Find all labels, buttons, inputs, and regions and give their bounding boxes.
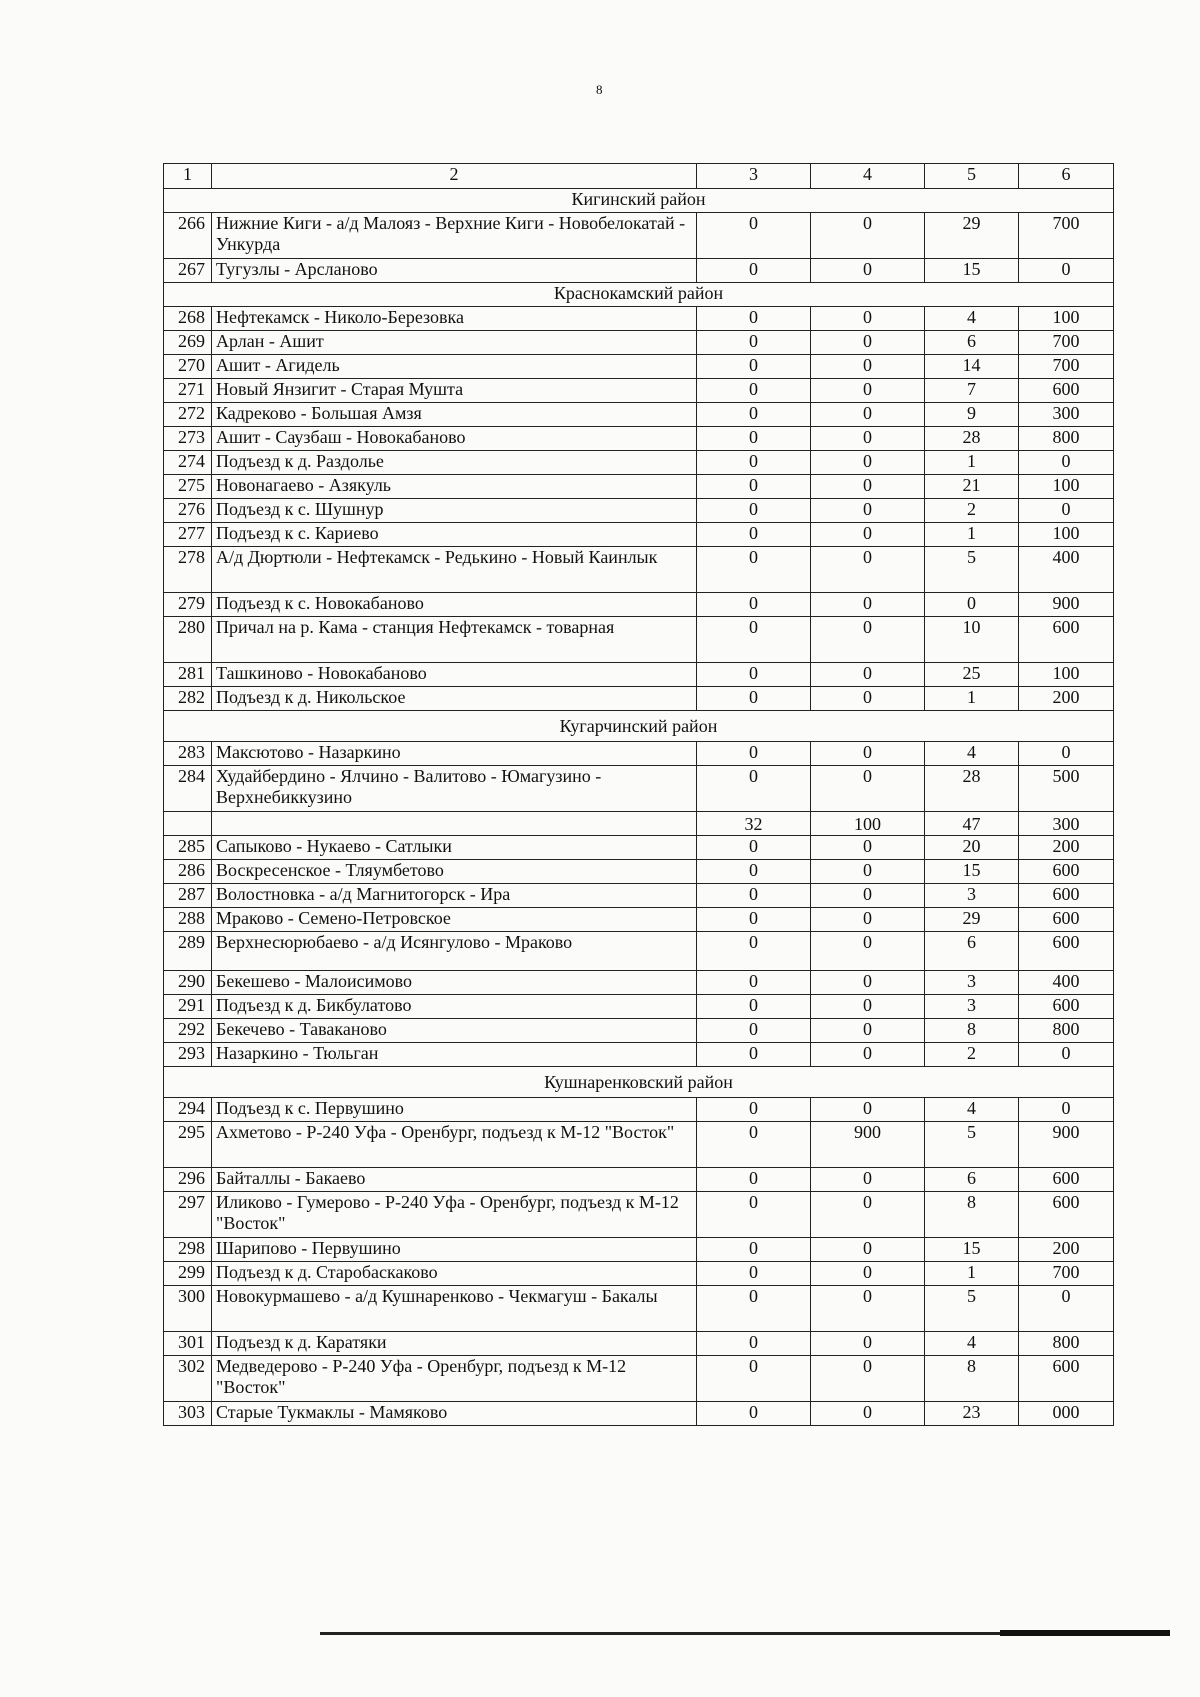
row-number: 281 bbox=[164, 663, 212, 687]
column-header: 3 bbox=[697, 164, 811, 189]
road-name: Мраково - Семено-Петровское bbox=[212, 908, 697, 932]
cell-c3: 0 bbox=[697, 766, 811, 812]
cell-c3: 0 bbox=[697, 259, 811, 283]
table-row bbox=[164, 259, 1114, 283]
table-row bbox=[164, 1192, 1114, 1238]
table-row bbox=[164, 593, 1114, 617]
cell-c4: 0 bbox=[811, 1332, 925, 1356]
table-row bbox=[164, 451, 1114, 475]
table-row bbox=[164, 836, 1114, 860]
cell-c4: 0 bbox=[811, 259, 925, 283]
table-row bbox=[164, 1402, 1114, 1426]
table-row bbox=[164, 884, 1114, 908]
column-header: 6 bbox=[1019, 164, 1114, 189]
cell-c5: 25 bbox=[925, 663, 1019, 687]
cell-c3: 0 bbox=[697, 499, 811, 523]
row-number: 295 bbox=[164, 1122, 212, 1168]
row-number: 290 bbox=[164, 971, 212, 995]
table-row bbox=[164, 663, 1114, 687]
cell-c4: 0 bbox=[811, 742, 925, 766]
table-row bbox=[164, 499, 1114, 523]
road-name: Бекечево - Таваканово bbox=[212, 1019, 697, 1043]
cell-c6: 0 bbox=[1019, 1286, 1114, 1332]
cell-c3: 0 bbox=[697, 932, 811, 971]
cell-c5: 5 bbox=[925, 1122, 1019, 1168]
road-name: Подъезд к с. Кариево bbox=[212, 523, 697, 547]
cell-c6: 300 bbox=[1019, 812, 1114, 836]
cell-c3: 0 bbox=[697, 742, 811, 766]
row-number: 303 bbox=[164, 1402, 212, 1426]
cell-c6: 700 bbox=[1019, 331, 1114, 355]
row-number: 287 bbox=[164, 884, 212, 908]
district-name: Кугарчинский район bbox=[164, 711, 1114, 742]
row-number: 296 bbox=[164, 1168, 212, 1192]
row-number: 267 bbox=[164, 259, 212, 283]
cell-c4: 0 bbox=[811, 427, 925, 451]
row-number: 293 bbox=[164, 1043, 212, 1067]
table-row bbox=[164, 307, 1114, 331]
road-name: Новокурмашево - а/д Кушнаренково - Чекмагуш - Бакалы bbox=[212, 1286, 697, 1332]
table-row bbox=[164, 523, 1114, 547]
cell-c6: 700 bbox=[1019, 355, 1114, 379]
district-row bbox=[164, 1067, 1114, 1098]
cell-c5: 15 bbox=[925, 860, 1019, 884]
cell-c5: 3 bbox=[925, 995, 1019, 1019]
table-row bbox=[164, 355, 1114, 379]
road-name: Новый Янзигит - Старая Мушта bbox=[212, 379, 697, 403]
cell-c3: 0 bbox=[697, 547, 811, 593]
cell-c4: 0 bbox=[811, 663, 925, 687]
cell-c6: 200 bbox=[1019, 687, 1114, 711]
cell-c4: 0 bbox=[811, 403, 925, 427]
cell-c5: 2 bbox=[925, 499, 1019, 523]
row-number: 299 bbox=[164, 1262, 212, 1286]
table-row bbox=[164, 617, 1114, 663]
cell-c3: 0 bbox=[697, 523, 811, 547]
road-name: Ашит - Саузбаш - Новокабаново bbox=[212, 427, 697, 451]
cell-c4: 0 bbox=[811, 213, 925, 259]
header-row bbox=[164, 164, 1114, 189]
row-number: 300 bbox=[164, 1286, 212, 1332]
row-number: 289 bbox=[164, 932, 212, 971]
road-name: Воскресенское - Тляумбетово bbox=[212, 860, 697, 884]
cell-c5: 6 bbox=[925, 932, 1019, 971]
table-row bbox=[164, 1168, 1114, 1192]
row-number: 275 bbox=[164, 475, 212, 499]
cell-c5: 1 bbox=[925, 523, 1019, 547]
table-row bbox=[164, 1098, 1114, 1122]
road-name: Ашит - Агидель bbox=[212, 355, 697, 379]
cell-c5: 2 bbox=[925, 1043, 1019, 1067]
cell-c6: 0 bbox=[1019, 1043, 1114, 1067]
cell-c5: 4 bbox=[925, 1098, 1019, 1122]
cell-c3: 0 bbox=[697, 617, 811, 663]
row-number: 277 bbox=[164, 523, 212, 547]
table-row bbox=[164, 1122, 1114, 1168]
row-number: 269 bbox=[164, 331, 212, 355]
cell-c4: 0 bbox=[811, 971, 925, 995]
row-number: 280 bbox=[164, 617, 212, 663]
row-number: 283 bbox=[164, 742, 212, 766]
cell-c4: 0 bbox=[811, 995, 925, 1019]
cell-c6: 0 bbox=[1019, 499, 1114, 523]
cell-c6: 100 bbox=[1019, 523, 1114, 547]
page-number: 8 bbox=[596, 82, 603, 97]
cell-c4: 0 bbox=[811, 908, 925, 932]
district-name: Краснокамский район bbox=[164, 283, 1114, 307]
cell-c5: 3 bbox=[925, 971, 1019, 995]
column-header: 2 bbox=[212, 164, 697, 189]
row-number: 271 bbox=[164, 379, 212, 403]
road-name: Нефтекамск - Николо-Березовка bbox=[212, 307, 697, 331]
cell-c4: 0 bbox=[811, 331, 925, 355]
table-row bbox=[164, 213, 1114, 259]
cell-c5: 14 bbox=[925, 355, 1019, 379]
cell-c5: 29 bbox=[925, 213, 1019, 259]
cell-c5: 20 bbox=[925, 836, 1019, 860]
road-name: Старые Тукмаклы - Мамяково bbox=[212, 1402, 697, 1426]
cell-c4: 0 bbox=[811, 523, 925, 547]
cell-c5: 29 bbox=[925, 908, 1019, 932]
cell-c6: 700 bbox=[1019, 1262, 1114, 1286]
road-name: Тугузлы - Арсланово bbox=[212, 259, 697, 283]
cell-c3: 0 bbox=[697, 331, 811, 355]
cell-c4: 900 bbox=[811, 1122, 925, 1168]
road-name: Кадреково - Большая Амзя bbox=[212, 403, 697, 427]
table-row-continuation bbox=[164, 812, 1114, 836]
road-name: Нижние Киги - а/д Малояз - Верхние Киги - Новобелокатай - Ункурда bbox=[212, 213, 697, 259]
road-name: Подъезд к с. Шушнур bbox=[212, 499, 697, 523]
cell-c6: 500 bbox=[1019, 766, 1114, 812]
road-name: А/д Дюртюли - Нефтекамск - Редькино - Новый Каинлык bbox=[212, 547, 697, 593]
cell-c6: 0 bbox=[1019, 259, 1114, 283]
road-name: Сапыково - Нукаево - Сатлыки bbox=[212, 836, 697, 860]
cell-c3: 0 bbox=[697, 451, 811, 475]
cell-c6: 100 bbox=[1019, 307, 1114, 331]
row-number: 279 bbox=[164, 593, 212, 617]
cell-c5: 28 bbox=[925, 427, 1019, 451]
table-row bbox=[164, 742, 1114, 766]
cell-c5: 28 bbox=[925, 766, 1019, 812]
cell-c3: 0 bbox=[697, 213, 811, 259]
roads-table bbox=[163, 163, 1114, 1426]
cell-c4: 0 bbox=[811, 884, 925, 908]
cell-c5: 23 bbox=[925, 1402, 1019, 1426]
cell-c3: 0 bbox=[697, 379, 811, 403]
cell-c3: 0 bbox=[697, 475, 811, 499]
row-number: 270 bbox=[164, 355, 212, 379]
cell-c4: 0 bbox=[811, 1238, 925, 1262]
cell-c6: 300 bbox=[1019, 403, 1114, 427]
road-name: Назаркино - Тюльган bbox=[212, 1043, 697, 1067]
cell-c6: 200 bbox=[1019, 836, 1114, 860]
cell-c4: 0 bbox=[811, 547, 925, 593]
road-name: Ахметово - Р-240 Уфа - Оренбург, подъезд к М-12 "Восток" bbox=[212, 1122, 697, 1168]
column-header: 1 bbox=[164, 164, 212, 189]
cell-c3: 0 bbox=[697, 663, 811, 687]
cell-c3: 0 bbox=[697, 1098, 811, 1122]
row-number: 274 bbox=[164, 451, 212, 475]
table-row bbox=[164, 1356, 1114, 1402]
cell-c6: 900 bbox=[1019, 1122, 1114, 1168]
table-row bbox=[164, 995, 1114, 1019]
row-number: 292 bbox=[164, 1019, 212, 1043]
row-number: 282 bbox=[164, 687, 212, 711]
cell-c5: 0 bbox=[925, 593, 1019, 617]
road-name: Ташкиново - Новокабаново bbox=[212, 663, 697, 687]
cell-c4: 0 bbox=[811, 355, 925, 379]
cell-c5: 8 bbox=[925, 1192, 1019, 1238]
cell-c6: 100 bbox=[1019, 663, 1114, 687]
cell-c4: 0 bbox=[811, 307, 925, 331]
cell-c6: 600 bbox=[1019, 617, 1114, 663]
cell-c3: 0 bbox=[697, 1019, 811, 1043]
cell-c4: 0 bbox=[811, 1043, 925, 1067]
road-name bbox=[212, 812, 697, 836]
road-name: Верхнесюрюбаево - а/д Исянгулово - Мраково bbox=[212, 932, 697, 971]
table-row bbox=[164, 475, 1114, 499]
row-number: 294 bbox=[164, 1098, 212, 1122]
cell-c6: 800 bbox=[1019, 1332, 1114, 1356]
cell-c6: 0 bbox=[1019, 742, 1114, 766]
cell-c3: 0 bbox=[697, 1332, 811, 1356]
road-name: Медведерово - Р-240 Уфа - Оренбург, подъезд к М-12 "Восток" bbox=[212, 1356, 697, 1402]
cell-c5: 21 bbox=[925, 475, 1019, 499]
cell-c6: 600 bbox=[1019, 379, 1114, 403]
row-number: 273 bbox=[164, 427, 212, 451]
cell-c4: 0 bbox=[811, 1286, 925, 1332]
cell-c3: 0 bbox=[697, 860, 811, 884]
cell-c3: 0 bbox=[697, 1043, 811, 1067]
cell-c3: 0 bbox=[697, 884, 811, 908]
cell-c3: 0 bbox=[697, 1238, 811, 1262]
cell-c6: 000 bbox=[1019, 1402, 1114, 1426]
cell-c4: 0 bbox=[811, 1098, 925, 1122]
row-number: 276 bbox=[164, 499, 212, 523]
cell-c3: 0 bbox=[697, 1356, 811, 1402]
table-row bbox=[164, 1262, 1114, 1286]
cell-c6: 600 bbox=[1019, 1192, 1114, 1238]
cell-c5: 4 bbox=[925, 307, 1019, 331]
road-name: Максютово - Назаркино bbox=[212, 742, 697, 766]
cell-c5: 8 bbox=[925, 1356, 1019, 1402]
table-row bbox=[164, 1286, 1114, 1332]
row-number: 288 bbox=[164, 908, 212, 932]
road-name: Подъезд к д. Старобаскаково bbox=[212, 1262, 697, 1286]
cell-c5: 6 bbox=[925, 1168, 1019, 1192]
cell-c5: 15 bbox=[925, 1238, 1019, 1262]
cell-c3: 0 bbox=[697, 1168, 811, 1192]
cell-c6: 600 bbox=[1019, 995, 1114, 1019]
cell-c3: 0 bbox=[697, 971, 811, 995]
cell-c3: 0 bbox=[697, 593, 811, 617]
cell-c5: 4 bbox=[925, 1332, 1019, 1356]
cell-c6: 100 bbox=[1019, 475, 1114, 499]
district-row bbox=[164, 189, 1114, 213]
cell-c5: 1 bbox=[925, 687, 1019, 711]
table-row bbox=[164, 379, 1114, 403]
cell-c5: 9 bbox=[925, 403, 1019, 427]
cell-c6: 700 bbox=[1019, 213, 1114, 259]
cell-c4: 0 bbox=[811, 860, 925, 884]
row-number: 297 bbox=[164, 1192, 212, 1238]
cell-c4: 0 bbox=[811, 617, 925, 663]
cell-c6: 600 bbox=[1019, 1168, 1114, 1192]
table-row bbox=[164, 687, 1114, 711]
cell-c6: 600 bbox=[1019, 884, 1114, 908]
table-row bbox=[164, 971, 1114, 995]
cell-c4: 0 bbox=[811, 766, 925, 812]
cell-c6: 800 bbox=[1019, 427, 1114, 451]
cell-c6: 0 bbox=[1019, 1098, 1114, 1122]
road-name: Шарипово - Первушино bbox=[212, 1238, 697, 1262]
cell-c6: 600 bbox=[1019, 932, 1114, 971]
cell-c4: 0 bbox=[811, 451, 925, 475]
road-name: Новонагаево - Азякуль bbox=[212, 475, 697, 499]
road-name: Худайбердино - Ялчино - Валитово - Юмагузино - Верхнебиккузино bbox=[212, 766, 697, 812]
cell-c3: 0 bbox=[697, 908, 811, 932]
table-row bbox=[164, 932, 1114, 971]
row-number: 272 bbox=[164, 403, 212, 427]
cell-c3: 0 bbox=[697, 995, 811, 1019]
district-row bbox=[164, 283, 1114, 307]
cell-c3: 0 bbox=[697, 403, 811, 427]
cell-c6: 0 bbox=[1019, 451, 1114, 475]
road-name: Подъезд к д. Бикбулатово bbox=[212, 995, 697, 1019]
cell-c5: 4 bbox=[925, 742, 1019, 766]
road-name: Иликово - Гумерово - Р-240 Уфа - Оренбург, подъезд к М-12 "Восток" bbox=[212, 1192, 697, 1238]
road-name: Подъезд к д. Никольское bbox=[212, 687, 697, 711]
cell-c3: 0 bbox=[697, 1262, 811, 1286]
row-number: 291 bbox=[164, 995, 212, 1019]
cell-c3: 0 bbox=[697, 1402, 811, 1426]
cell-c5: 5 bbox=[925, 547, 1019, 593]
cell-c5: 1 bbox=[925, 451, 1019, 475]
road-name: Подъезд к с. Новокабаново bbox=[212, 593, 697, 617]
cell-c4: 0 bbox=[811, 593, 925, 617]
column-header: 5 bbox=[925, 164, 1019, 189]
column-header: 4 bbox=[811, 164, 925, 189]
cell-c6: 400 bbox=[1019, 971, 1114, 995]
cell-c4: 0 bbox=[811, 1262, 925, 1286]
road-name: Байталлы - Бакаево bbox=[212, 1168, 697, 1192]
cell-c5: 6 bbox=[925, 331, 1019, 355]
cell-c5: 15 bbox=[925, 259, 1019, 283]
table-row bbox=[164, 860, 1114, 884]
cell-c3: 0 bbox=[697, 836, 811, 860]
row-number: 285 bbox=[164, 836, 212, 860]
road-name: Волостновка - а/д Магнитогорск - Ира bbox=[212, 884, 697, 908]
table-row bbox=[164, 547, 1114, 593]
cell-c4: 0 bbox=[811, 1168, 925, 1192]
table-row bbox=[164, 1332, 1114, 1356]
cell-c5: 3 bbox=[925, 884, 1019, 908]
cell-c6: 400 bbox=[1019, 547, 1114, 593]
table-row bbox=[164, 1043, 1114, 1067]
district-name: Кушнаренковский район bbox=[164, 1067, 1114, 1098]
cell-c3: 0 bbox=[697, 355, 811, 379]
cell-c4: 0 bbox=[811, 932, 925, 971]
cell-c4: 0 bbox=[811, 1019, 925, 1043]
road-name: Подъезд к д. Каратяки bbox=[212, 1332, 697, 1356]
table-row bbox=[164, 908, 1114, 932]
cell-c3: 0 bbox=[697, 307, 811, 331]
row-number bbox=[164, 812, 212, 836]
row-number: 284 bbox=[164, 766, 212, 812]
cell-c6: 900 bbox=[1019, 593, 1114, 617]
table-row bbox=[164, 766, 1114, 812]
cell-c5: 47 bbox=[925, 812, 1019, 836]
cell-c6: 600 bbox=[1019, 908, 1114, 932]
row-number: 268 bbox=[164, 307, 212, 331]
table-row bbox=[164, 331, 1114, 355]
cell-c4: 0 bbox=[811, 1192, 925, 1238]
cell-c4: 0 bbox=[811, 379, 925, 403]
district-row bbox=[164, 711, 1114, 742]
cell-c6: 600 bbox=[1019, 860, 1114, 884]
cell-c3: 0 bbox=[697, 1286, 811, 1332]
table-row bbox=[164, 427, 1114, 451]
table-row bbox=[164, 1019, 1114, 1043]
row-number: 298 bbox=[164, 1238, 212, 1262]
road-name: Арлан - Ашит bbox=[212, 331, 697, 355]
cell-c4: 0 bbox=[811, 499, 925, 523]
district-name: Кигинский район bbox=[164, 189, 1114, 213]
road-name: Подъезд к д. Раздолье bbox=[212, 451, 697, 475]
road-name: Бекешево - Малоисимово bbox=[212, 971, 697, 995]
row-number: 278 bbox=[164, 547, 212, 593]
cell-c3: 0 bbox=[697, 1192, 811, 1238]
cell-c4: 0 bbox=[811, 1356, 925, 1402]
cell-c5: 1 bbox=[925, 1262, 1019, 1286]
cell-c4: 0 bbox=[811, 1402, 925, 1426]
cell-c4: 100 bbox=[811, 812, 925, 836]
row-number: 301 bbox=[164, 1332, 212, 1356]
cell-c5: 7 bbox=[925, 379, 1019, 403]
cell-c4: 0 bbox=[811, 836, 925, 860]
road-name: Подъезд к с. Первушино bbox=[212, 1098, 697, 1122]
cell-c6: 800 bbox=[1019, 1019, 1114, 1043]
cell-c3: 32 bbox=[697, 812, 811, 836]
cell-c4: 0 bbox=[811, 687, 925, 711]
cell-c5: 5 bbox=[925, 1286, 1019, 1332]
row-number: 266 bbox=[164, 213, 212, 259]
cell-c3: 0 bbox=[697, 687, 811, 711]
bottom-rule-thick bbox=[1000, 1630, 1170, 1636]
row-number: 286 bbox=[164, 860, 212, 884]
table-row bbox=[164, 403, 1114, 427]
cell-c6: 200 bbox=[1019, 1238, 1114, 1262]
cell-c5: 8 bbox=[925, 1019, 1019, 1043]
cell-c3: 0 bbox=[697, 1122, 811, 1168]
cell-c6: 600 bbox=[1019, 1356, 1114, 1402]
cell-c3: 0 bbox=[697, 427, 811, 451]
road-name: Причал на р. Кама - станция Нефтекамск - товарная bbox=[212, 617, 697, 663]
cell-c4: 0 bbox=[811, 475, 925, 499]
table-row bbox=[164, 1238, 1114, 1262]
row-number: 302 bbox=[164, 1356, 212, 1402]
cell-c5: 10 bbox=[925, 617, 1019, 663]
